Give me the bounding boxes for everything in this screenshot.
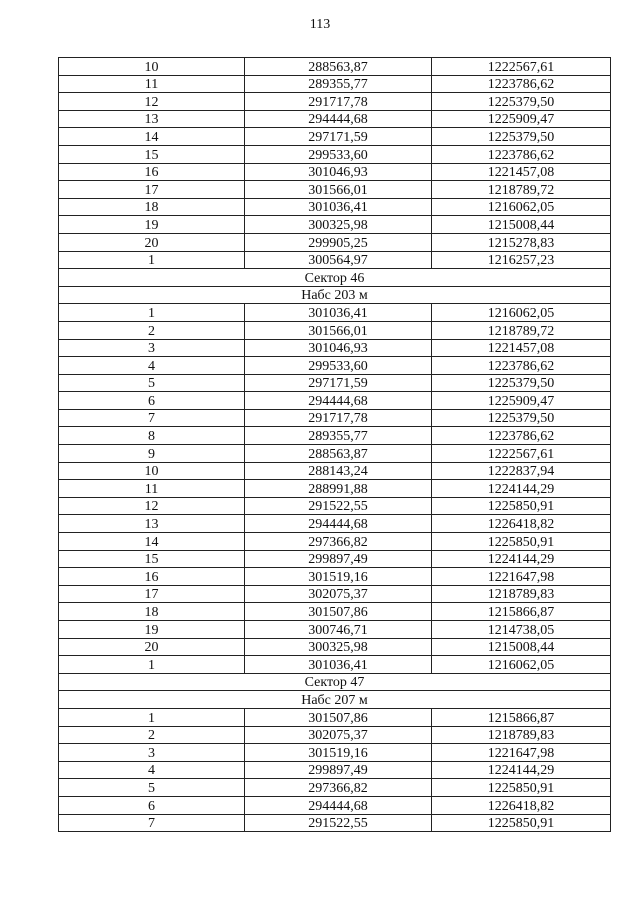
x-coordinate-cell: 301046,93 — [245, 339, 432, 357]
point-number-cell: 1 — [59, 708, 245, 726]
table-row — [59, 621, 611, 639]
y-coordinate-cell: 1216257,23 — [432, 251, 611, 269]
x-coordinate-cell: 294444,68 — [245, 515, 432, 533]
point-number-cell: 16 — [59, 568, 245, 586]
y-coordinate-cell: 1225850,91 — [432, 779, 611, 797]
point-number-cell: 12 — [59, 93, 245, 111]
point-number-cell: 14 — [59, 533, 245, 551]
y-coordinate-cell: 1214738,05 — [432, 621, 611, 639]
point-number-cell: 1 — [59, 656, 245, 674]
y-coordinate-cell: 1215866,87 — [432, 603, 611, 621]
x-coordinate-cell: 300325,98 — [245, 638, 432, 656]
point-number-cell: 4 — [59, 357, 245, 375]
y-coordinate-cell: 1226418,82 — [432, 515, 611, 533]
y-coordinate-cell: 1222567,61 — [432, 58, 611, 76]
section-header-cell: Сектор 47 — [59, 673, 611, 691]
y-coordinate-cell: 1224144,29 — [432, 480, 611, 498]
point-number-cell: 8 — [59, 427, 245, 445]
y-coordinate-cell: 1221647,98 — [432, 568, 611, 586]
x-coordinate-cell: 301507,86 — [245, 603, 432, 621]
point-number-cell: 6 — [59, 796, 245, 814]
y-coordinate-cell: 1218789,83 — [432, 585, 611, 603]
y-coordinate-cell: 1223786,62 — [432, 75, 611, 93]
coordinates-table-body — [59, 58, 611, 832]
table-row — [59, 357, 611, 375]
x-coordinate-cell: 294444,68 — [245, 796, 432, 814]
table-row — [59, 744, 611, 762]
table-row — [59, 198, 611, 216]
table-row — [59, 533, 611, 551]
y-coordinate-cell: 1223786,62 — [432, 357, 611, 375]
point-number-cell: 11 — [59, 480, 245, 498]
y-coordinate-cell: 1218789,72 — [432, 181, 611, 199]
table-row — [59, 128, 611, 146]
point-number-cell: 3 — [59, 339, 245, 357]
x-coordinate-cell: 300746,71 — [245, 621, 432, 639]
table-row — [59, 814, 611, 832]
x-coordinate-cell: 301519,16 — [245, 568, 432, 586]
table-row — [59, 445, 611, 463]
point-number-cell: 3 — [59, 744, 245, 762]
table-row — [59, 462, 611, 480]
table-row — [59, 480, 611, 498]
x-coordinate-cell: 288991,88 — [245, 480, 432, 498]
x-coordinate-cell: 299533,60 — [245, 145, 432, 163]
x-coordinate-cell: 294444,68 — [245, 392, 432, 410]
x-coordinate-cell: 301036,41 — [245, 304, 432, 322]
x-coordinate-cell: 297366,82 — [245, 533, 432, 551]
point-number-cell: 9 — [59, 445, 245, 463]
point-number-cell: 7 — [59, 814, 245, 832]
point-number-cell: 18 — [59, 603, 245, 621]
point-number-cell: 6 — [59, 392, 245, 410]
point-number-cell: 5 — [59, 374, 245, 392]
table-row — [59, 145, 611, 163]
y-coordinate-cell: 1221457,08 — [432, 339, 611, 357]
table-row — [59, 321, 611, 339]
point-number-cell: 15 — [59, 550, 245, 568]
table-row — [59, 392, 611, 410]
y-coordinate-cell: 1225909,47 — [432, 110, 611, 128]
y-coordinate-cell: 1215008,44 — [432, 638, 611, 656]
y-coordinate-cell: 1218789,83 — [432, 726, 611, 744]
point-number-cell: 20 — [59, 233, 245, 251]
point-number-cell: 19 — [59, 216, 245, 234]
y-coordinate-cell: 1222837,94 — [432, 462, 611, 480]
table-row — [59, 233, 611, 251]
x-coordinate-cell: 301566,01 — [245, 181, 432, 199]
x-coordinate-cell: 297171,59 — [245, 374, 432, 392]
y-coordinate-cell: 1221457,08 — [432, 163, 611, 181]
point-number-cell: 2 — [59, 726, 245, 744]
x-coordinate-cell: 299533,60 — [245, 357, 432, 375]
y-coordinate-cell: 1222567,61 — [432, 445, 611, 463]
x-coordinate-cell: 288143,24 — [245, 462, 432, 480]
table-row — [59, 427, 611, 445]
table-row — [59, 339, 611, 357]
table-row — [59, 374, 611, 392]
y-coordinate-cell: 1225850,91 — [432, 533, 611, 551]
table-row — [59, 251, 611, 269]
point-number-cell: 16 — [59, 163, 245, 181]
x-coordinate-cell: 299897,49 — [245, 761, 432, 779]
y-coordinate-cell: 1225379,50 — [432, 128, 611, 146]
x-coordinate-cell: 291717,78 — [245, 409, 432, 427]
table-row — [59, 761, 611, 779]
y-coordinate-cell: 1215866,87 — [432, 708, 611, 726]
x-coordinate-cell: 301566,01 — [245, 321, 432, 339]
y-coordinate-cell: 1223786,62 — [432, 145, 611, 163]
section-header-row — [59, 286, 611, 304]
table-row — [59, 216, 611, 234]
point-number-cell: 1 — [59, 304, 245, 322]
point-number-cell: 7 — [59, 409, 245, 427]
section-header-cell: Набс 203 м — [59, 286, 611, 304]
table-row — [59, 603, 611, 621]
table-row — [59, 58, 611, 76]
coordinates-table — [58, 57, 611, 832]
table-row — [59, 515, 611, 533]
x-coordinate-cell: 301507,86 — [245, 708, 432, 726]
x-coordinate-cell: 301036,41 — [245, 656, 432, 674]
table-row — [59, 585, 611, 603]
x-coordinate-cell: 289355,77 — [245, 427, 432, 445]
table-row — [59, 656, 611, 674]
section-header-row — [59, 269, 611, 287]
x-coordinate-cell: 302075,37 — [245, 585, 432, 603]
x-coordinate-cell: 291522,55 — [245, 497, 432, 515]
y-coordinate-cell: 1224144,29 — [432, 550, 611, 568]
x-coordinate-cell: 288563,87 — [245, 58, 432, 76]
section-header-cell: Сектор 46 — [59, 269, 611, 287]
x-coordinate-cell: 300325,98 — [245, 216, 432, 234]
point-number-cell: 10 — [59, 462, 245, 480]
y-coordinate-cell: 1225379,50 — [432, 93, 611, 111]
x-coordinate-cell: 301036,41 — [245, 198, 432, 216]
y-coordinate-cell: 1216062,05 — [432, 198, 611, 216]
y-coordinate-cell: 1225379,50 — [432, 409, 611, 427]
table-row — [59, 304, 611, 322]
table-row — [59, 181, 611, 199]
table-row — [59, 568, 611, 586]
y-coordinate-cell: 1223786,62 — [432, 427, 611, 445]
x-coordinate-cell: 299897,49 — [245, 550, 432, 568]
section-header-cell: Набс 207 м — [59, 691, 611, 709]
point-number-cell: 18 — [59, 198, 245, 216]
x-coordinate-cell: 300564,97 — [245, 251, 432, 269]
y-coordinate-cell: 1216062,05 — [432, 656, 611, 674]
y-coordinate-cell: 1218789,72 — [432, 321, 611, 339]
point-number-cell: 11 — [59, 75, 245, 93]
y-coordinate-cell: 1224144,29 — [432, 761, 611, 779]
table-row — [59, 708, 611, 726]
y-coordinate-cell: 1226418,82 — [432, 796, 611, 814]
table-row — [59, 796, 611, 814]
point-number-cell: 4 — [59, 761, 245, 779]
x-coordinate-cell: 289355,77 — [245, 75, 432, 93]
y-coordinate-cell: 1225379,50 — [432, 374, 611, 392]
y-coordinate-cell: 1225850,91 — [432, 814, 611, 832]
x-coordinate-cell: 297171,59 — [245, 128, 432, 146]
point-number-cell: 12 — [59, 497, 245, 515]
point-number-cell: 13 — [59, 110, 245, 128]
page-number: 113 — [309, 17, 331, 32]
x-coordinate-cell: 301519,16 — [245, 744, 432, 762]
point-number-cell: 2 — [59, 321, 245, 339]
table-row — [59, 110, 611, 128]
x-coordinate-cell: 288563,87 — [245, 445, 432, 463]
point-number-cell: 19 — [59, 621, 245, 639]
x-coordinate-cell: 297366,82 — [245, 779, 432, 797]
x-coordinate-cell: 294444,68 — [245, 110, 432, 128]
section-header-row — [59, 691, 611, 709]
point-number-cell: 13 — [59, 515, 245, 533]
table-row — [59, 75, 611, 93]
y-coordinate-cell: 1215008,44 — [432, 216, 611, 234]
table-row — [59, 550, 611, 568]
x-coordinate-cell: 291522,55 — [245, 814, 432, 832]
table-row — [59, 163, 611, 181]
point-number-cell: 1 — [59, 251, 245, 269]
y-coordinate-cell: 1215278,83 — [432, 233, 611, 251]
x-coordinate-cell: 301046,93 — [245, 163, 432, 181]
table-row — [59, 409, 611, 427]
table-row — [59, 638, 611, 656]
y-coordinate-cell: 1216062,05 — [432, 304, 611, 322]
table-row — [59, 726, 611, 744]
point-number-cell: 10 — [59, 58, 245, 76]
y-coordinate-cell: 1221647,98 — [432, 744, 611, 762]
point-number-cell: 17 — [59, 181, 245, 199]
section-header-row — [59, 673, 611, 691]
point-number-cell: 20 — [59, 638, 245, 656]
point-number-cell: 14 — [59, 128, 245, 146]
point-number-cell: 17 — [59, 585, 245, 603]
x-coordinate-cell: 302075,37 — [245, 726, 432, 744]
table-row — [59, 779, 611, 797]
point-number-cell: 5 — [59, 779, 245, 797]
y-coordinate-cell: 1225850,91 — [432, 497, 611, 515]
table-row — [59, 497, 611, 515]
table-row — [59, 93, 611, 111]
y-coordinate-cell: 1225909,47 — [432, 392, 611, 410]
x-coordinate-cell: 291717,78 — [245, 93, 432, 111]
point-number-cell: 15 — [59, 145, 245, 163]
x-coordinate-cell: 299905,25 — [245, 233, 432, 251]
